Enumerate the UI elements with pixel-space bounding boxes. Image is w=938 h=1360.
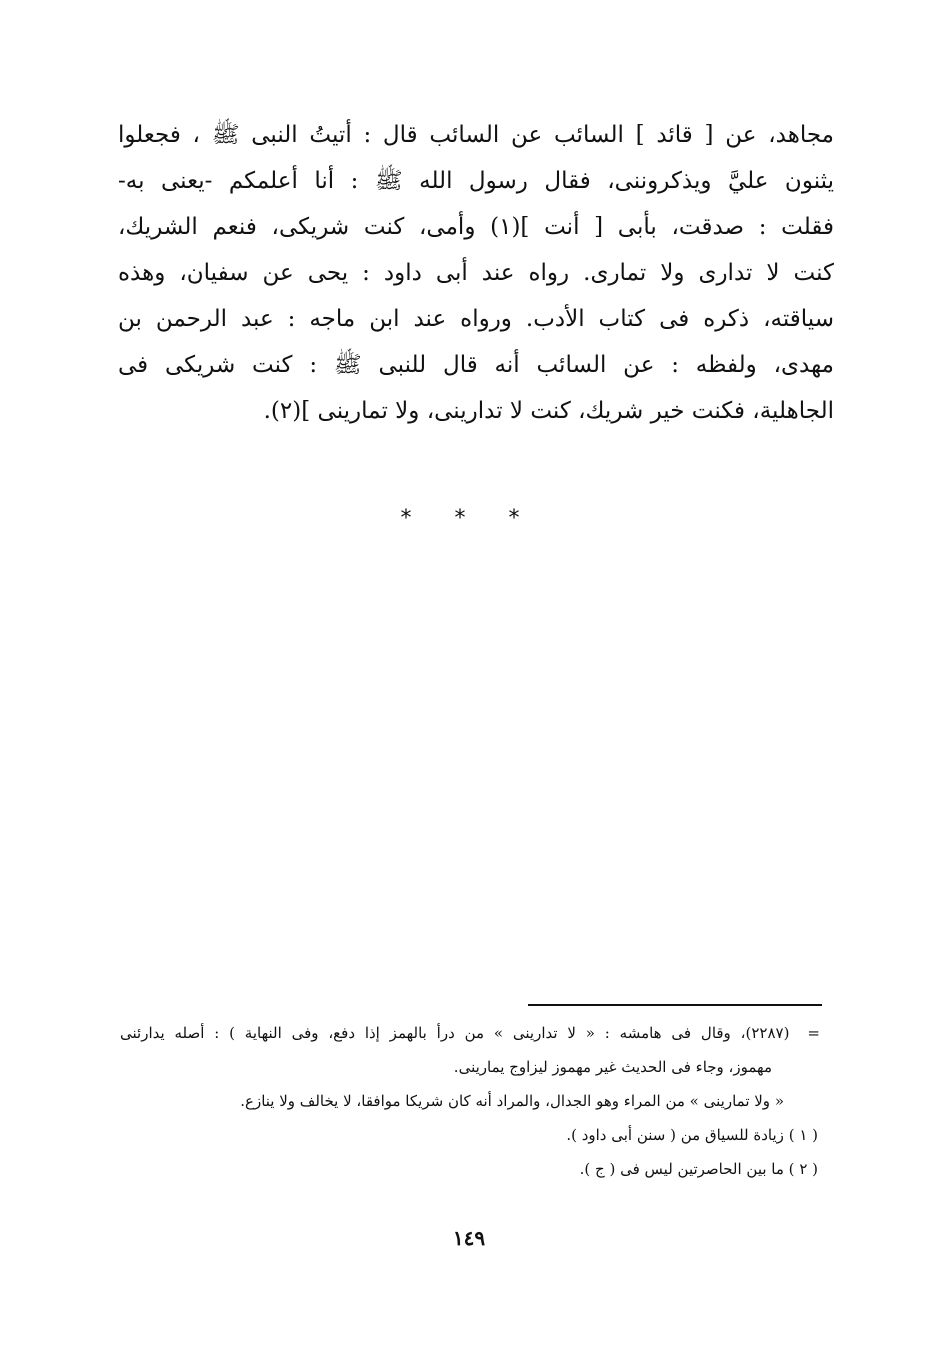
text-line: مجاهد، عن [ قائد ] السائب عن السائب قال : أتيتُ النبى ﷺ ، فجعلوا: [118, 122, 834, 148]
footnote-1: ( ١ ) زيادة للسياق من ( سنن أبى داود ).: [566, 1126, 818, 1144]
footnotes-block: [120, 1016, 820, 1186]
text-line: فقلت : صدقت، بأبى [ أنت ](١) وأمى، كنت شريكى، فنعم الشريك،: [118, 214, 834, 240]
footnote-rule: [528, 1004, 822, 1006]
footnote-2: ( ٢ ) ما بين الحاصرتين ليس فى ( ج ).: [579, 1160, 818, 1178]
text-line: الجاهلية، فكنت خير شريك، كنت لا تدارينى، ولا تمارينى ](٢).: [263, 398, 834, 424]
text-line: مهدى، ولفظه : عن السائب أنه قال للنبى ﷺ : كنت شريكى فى: [118, 352, 834, 378]
main-text-block: [118, 112, 834, 434]
text-line: يثنون عليَّ ويذكروننى، فقال رسول الله ﷺ : أنا أعلمكم -يعنى به-: [118, 168, 834, 194]
text-line: سياقته، ذكره فى كتاب الأدب. ورواه عند ابن ماجه : عبد الرحمن بن: [118, 306, 834, 332]
footnote-text: (٢٢٨٧)، وقال فى هامشه : « لا تدارينى » من درأ بالهمز إذا دفع، وفى النهاية ) : أصله يدارئنى: [120, 1024, 790, 1042]
page-number: ١٤٩: [452, 1226, 486, 1250]
section-separator: * * *: [400, 506, 538, 531]
text-line: كنت لا تدارى ولا تمارى. رواه عند أبى داود : يحى عن سفيان، وهذه: [118, 260, 834, 286]
footnote-continuation-line: مهموز، وجاء فى الحديث غير مهموز ليزاوج يمارينى.: [453, 1058, 772, 1076]
footnote-continuation-line: « ولا تمارينى » من المراء وهو الجدال، والمراد أنه كان شريكا موافقا، لا يخالف ولا ينازع.: [240, 1092, 784, 1110]
continuation-marker: =: [807, 1024, 820, 1042]
footnote-continuation-line: [120, 1016, 820, 1050]
